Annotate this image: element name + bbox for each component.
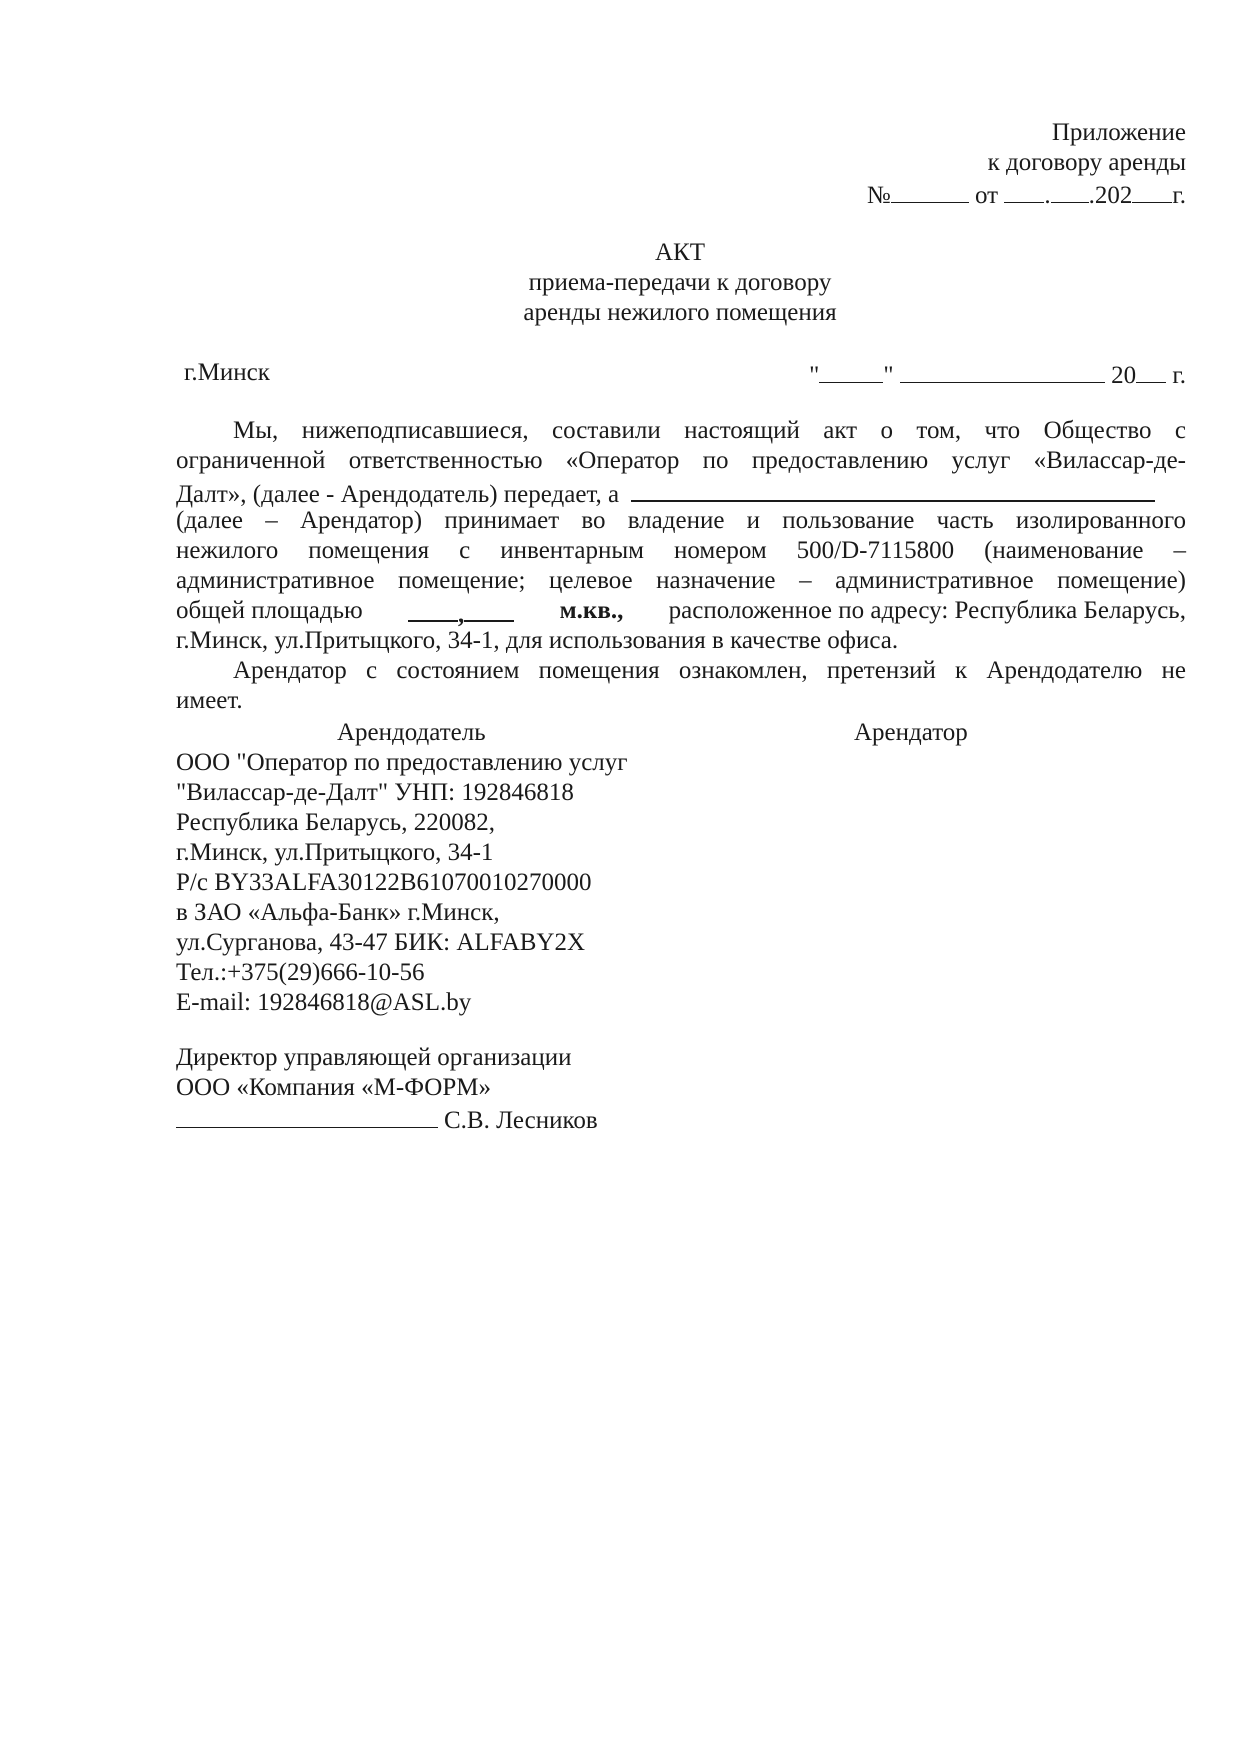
landlord-heading: Арендодатель — [337, 719, 486, 746]
paragraph-1-line-4: (далее – Арендатор) принимает во владение и пользование часть изолированного — [176, 507, 1186, 534]
paragraph-1-line-5: нежилого помещения с инвентарным номером 500/D-7115800 (наименование – — [176, 537, 1186, 564]
year-blank — [1132, 178, 1172, 203]
director-title: Директор управляющей организации — [176, 1044, 572, 1071]
number-sign: № — [866, 182, 891, 209]
landlord-detail-line: Республика Беларусь, 220082, — [176, 809, 495, 836]
day-blank — [1004, 178, 1044, 203]
paragraph-2-line-1: Арендатор с состоянием помещения ознакомлен, претензий к Арендодателю не — [233, 657, 1186, 684]
area-int-blank — [408, 596, 458, 622]
paragraph-1-line-3: Далт», (далее - Арендодатель) передает, а — [176, 476, 1186, 510]
act-date: " " 20 г. — [700, 358, 1186, 391]
paragraph-1-line-6: административное помещение; целевое назначение – административное помещение) — [176, 567, 1186, 594]
signature-blank — [176, 1103, 438, 1128]
tenant-name-blank — [631, 476, 1155, 502]
act-month-blank — [900, 358, 1105, 383]
paragraph-2-line-2: имеет. — [176, 687, 243, 714]
city: г.Минск — [184, 359, 270, 386]
paragraph-1-line-1: Мы, нижеподписавшиеся, составили настоящий акт о том, что Общество с — [233, 417, 1186, 444]
landlord-detail-line: "Виласcар-де-Далт" УНП: 192846818 — [176, 779, 574, 806]
landlord-detail-line: Тел.:+375(29)666-10-56 — [176, 959, 425, 986]
landlord-detail-line: г.Минск, ул.Притыцкого, 34-1 — [176, 839, 494, 866]
tenant-heading: Арендатор — [854, 719, 968, 746]
paragraph-1-line-7: общей площадью , м.кв., расположенное по адресу: Республика Беларусь, — [176, 597, 1186, 628]
paragraph-1-line-8: г.Минск, ул.Притыцкого, 34-1, для использования в качестве офиса. — [176, 627, 899, 654]
document-title: АКТ — [655, 239, 705, 266]
act-day-blank — [819, 358, 883, 383]
number-blank — [891, 178, 969, 203]
landlord-email: E-mail: 192846818@ASL.by — [176, 989, 472, 1016]
document-subtitle-2: аренды нежилого помещения — [523, 299, 837, 326]
header-contract-ref: к договору аренды — [987, 149, 1186, 176]
area-field: , — [408, 596, 514, 630]
month-blank — [1051, 178, 1089, 203]
paragraph-1-line-2: ограниченной ответственностью «Оператор по предоставлению услуг «Виласcар-де- — [176, 447, 1186, 474]
director-organization: ООО «Компания «М-ФОРМ» — [176, 1074, 491, 1101]
landlord-detail-line: в ЗАО «Альфа-Банк» г.Минск, — [176, 899, 500, 926]
landlord-detail-line: ООО "Оператор по предоставлению услуг — [176, 749, 628, 776]
area-unit: м.кв., — [559, 597, 624, 624]
header-appendix: Приложение — [1051, 119, 1186, 146]
signature-line — [176, 1103, 598, 1136]
document-subtitle-1: приема-передачи к договору — [528, 269, 832, 296]
landlord-detail-line: ул.Сурганова, 43-47 БИК: ALFABY2X — [176, 929, 586, 956]
director-name: С.В. Лесников — [444, 1107, 598, 1134]
act-year-blank — [1136, 358, 1166, 383]
date-from: от — [974, 182, 999, 209]
header-number-date: № от . .202 г. — [700, 178, 1186, 211]
landlord-detail-line: Р/с BY33ALFA30122B61070010270000 — [176, 869, 592, 896]
area-dec-blank — [464, 596, 514, 622]
